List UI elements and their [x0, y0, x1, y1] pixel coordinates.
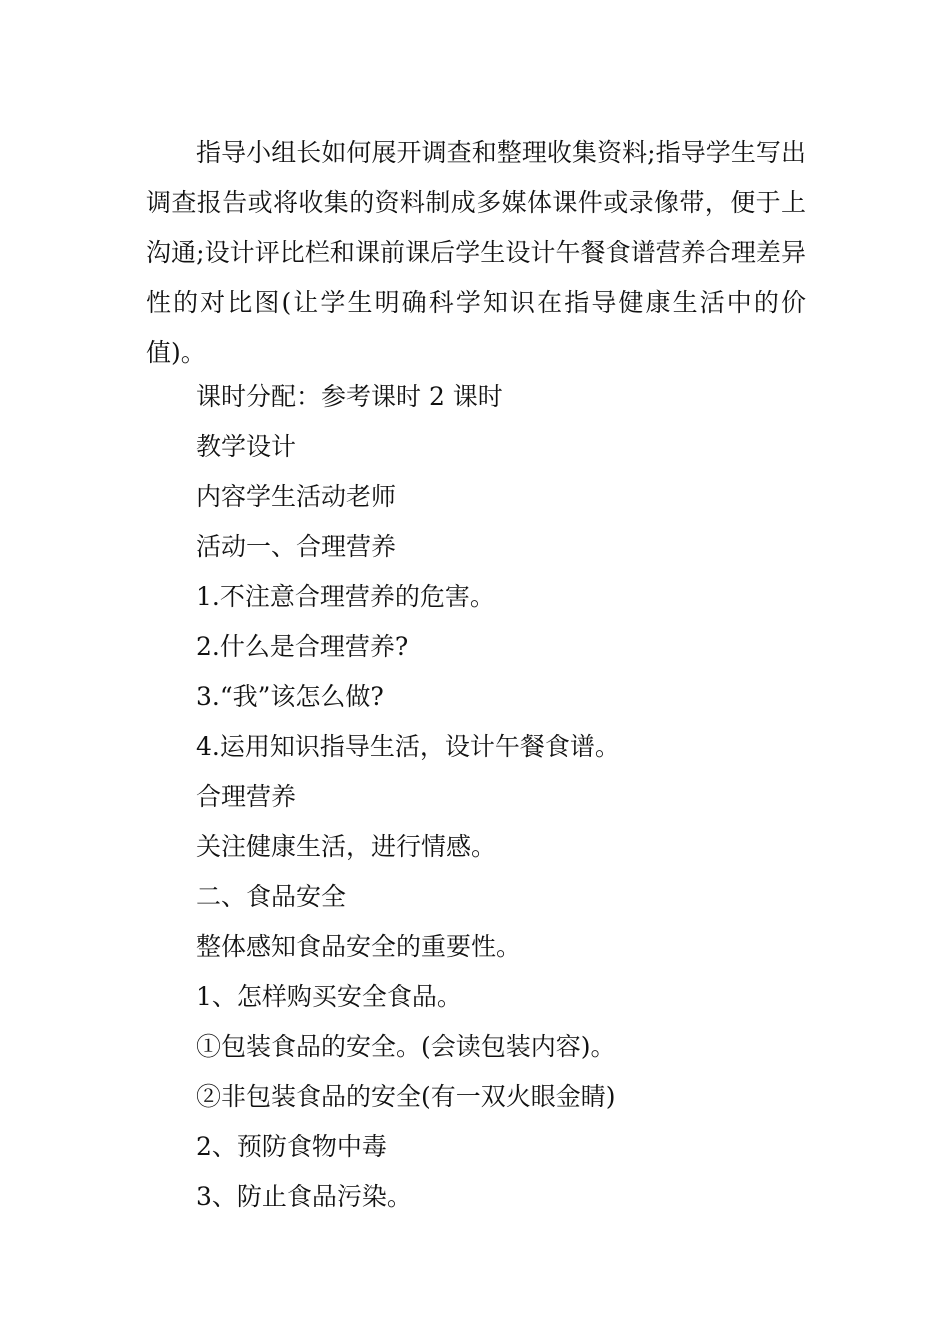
list-item: 4.运用知识指导生活，设计午餐食谱。	[196, 732, 620, 761]
intro-paragraph: 指导小组长如何展开调查和整理收集资料;指导学生写出调查报告或将收集的资料制成多媒体课件或录像带，便于上沟通;设计评比栏和课前课后学生设计午餐食谱营养合理差异性的对比图(让学生明确科学知识在指导健康生活中的价值)。	[146, 138, 806, 367]
list-item: 3、防止食品污染。	[196, 1182, 412, 1211]
teaching-design-heading: 教学设计	[196, 432, 297, 461]
text-line: 关注健康生活，进行情感。	[196, 832, 497, 861]
section-two-heading: 二、食品安全	[196, 882, 347, 911]
section-label: 合理营养	[196, 782, 297, 811]
list-item: 1、怎样购买安全食品。	[196, 982, 462, 1011]
text-line: 整体感知食品安全的重要性。	[196, 932, 522, 961]
list-item: ②非包装食品的安全(有一双火眼金睛)	[196, 1082, 616, 1111]
class-hours-line: 课时分配：参考课时 2 课时	[196, 382, 503, 411]
table-header-line: 内容学生活动老师	[196, 482, 397, 511]
list-item: 2.什么是合理营养?	[196, 632, 409, 661]
list-item: 3.“我”该怎么做?	[196, 682, 384, 711]
list-item: 2、预防食物中毒	[196, 1132, 387, 1161]
list-item: 1.不注意合理营养的危害。	[196, 582, 495, 611]
list-item: ①包装食品的安全。(会读包装内容)。	[196, 1032, 616, 1061]
activity-one-heading: 活动一、合理营养	[196, 532, 397, 561]
